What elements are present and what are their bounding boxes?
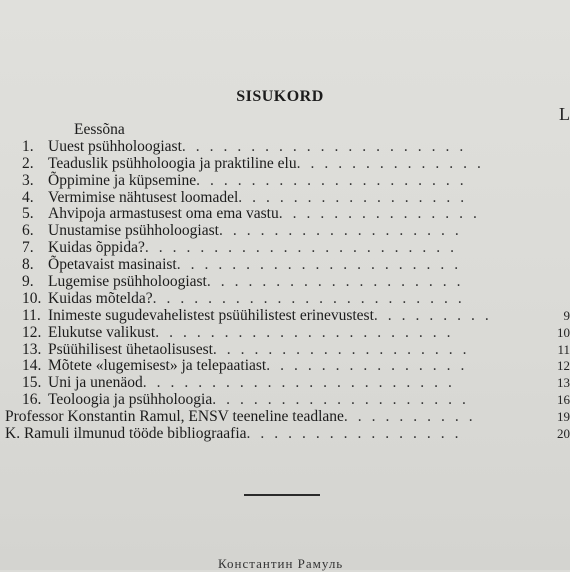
toc-entry-page: 10 (557, 325, 570, 342)
toc-entry (22, 392, 570, 409)
toc-entry-page: 9 (564, 308, 570, 325)
toc-entry-number: 1. (22, 139, 48, 156)
dot-leader: ................... (212, 392, 476, 409)
toc-entry-title: Uni ja unenäod (48, 374, 143, 391)
toc-entry-title: K. Ramuli ilmunud tööde bibliograafia (5, 425, 247, 442)
toc-entry (22, 139, 570, 156)
toc-entry-title: Elukutse valikust (48, 324, 155, 341)
dot-leader: ................... (213, 342, 477, 359)
toc-entry-title: Uuest psühholoogiast (48, 138, 182, 155)
dot-leader: ...................... (155, 325, 460, 342)
toc-entry (22, 122, 570, 139)
toc-entry (22, 342, 570, 359)
toc-entry (22, 206, 570, 223)
toc-entry (22, 308, 570, 325)
dot-leader: ....................... (153, 291, 472, 308)
toc-entry-number: 6. (22, 223, 48, 240)
toc-entry-title: Teaduslik psühholoogia ja praktiline elu (48, 155, 297, 172)
dot-leader: ..................... (182, 139, 473, 156)
toc-entry (22, 325, 570, 342)
toc-entry-title: Lugemise psühholoogiast (48, 273, 207, 290)
page-title: SISUKORD (0, 88, 570, 106)
toc-entry (22, 240, 570, 257)
dot-leader: ............... (279, 206, 487, 223)
toc-entry-title: Inimeste sugudevahelistest psüühilistest erinevustest (48, 307, 374, 324)
toc-entry-number: 14. (22, 358, 48, 375)
toc-entry-number: 15. (22, 375, 48, 392)
toc-entry-title: Psüühilisest ühetaolisusest (48, 341, 213, 358)
toc-entry (22, 257, 570, 274)
toc-entry-title: Mõtete «lugemisest» ja telepaatiast (48, 357, 266, 374)
toc-entry-page: 13 (557, 375, 570, 392)
divider-rule (244, 494, 320, 496)
toc-entry-page: 11 (557, 342, 570, 359)
toc-entry-title: Vermimise nähtusest loomadel (48, 189, 238, 206)
toc-entry (22, 223, 570, 240)
toc-entry-number: 3. (22, 173, 48, 190)
toc-entry-number: 10. (22, 291, 48, 308)
dot-leader: .......... (344, 409, 483, 426)
dot-leader: ..................... (177, 257, 468, 274)
toc-entry-title: Unustamise psühholoogiast (48, 222, 219, 239)
toc-entry (5, 409, 570, 426)
toc-entry (22, 375, 570, 392)
toc-entry-title: Professor Konstantin Ramul, ENSV teeneline teadlane (5, 408, 344, 425)
toc-entry-title: Õpetavaist masinaist (48, 256, 177, 273)
toc-entry-number: 13. (22, 342, 48, 359)
toc-entry-number: 7. (22, 240, 48, 257)
toc-entry-number: 5. (22, 206, 48, 223)
toc-entry-title: Ahvipoja armastusest oma ema vastu (48, 205, 279, 222)
toc-entry-number: 11. (22, 308, 48, 325)
corner-mark: L (559, 104, 570, 125)
toc-entry-number: 16. (22, 392, 48, 409)
dot-leader: ................ (247, 426, 469, 443)
dot-leader: ....................... (145, 240, 464, 257)
footer-text: Константин Рамуль (218, 556, 343, 572)
dot-leader: ....................... (143, 375, 462, 392)
toc-entry-title: Teoloogia ja psühholoogia (48, 391, 212, 408)
toc-entry-number: 4. (22, 190, 48, 207)
toc-entry (22, 156, 570, 173)
toc-entry-title: Eessõna (48, 121, 125, 138)
toc-entry-title: Kuidas mõtelda? (48, 290, 153, 307)
toc-entry-number: 2. (22, 156, 48, 173)
toc-entry-page: 12 (557, 358, 570, 375)
dot-leader: .................. (219, 223, 469, 240)
toc-entry (22, 291, 570, 308)
dot-leader: ............... (266, 358, 474, 375)
dot-leader: .............. (297, 156, 491, 173)
toc-entry-number: 9. (22, 274, 48, 291)
dot-leader: ................. (238, 190, 474, 207)
toc-entry-page: 16 (557, 392, 570, 409)
dot-leader: .................... (196, 173, 474, 190)
toc-entry-number: 12. (22, 325, 48, 342)
toc-entry (22, 274, 570, 291)
dot-leader: ................... (207, 274, 471, 291)
toc-entry (22, 358, 570, 375)
toc-entry (22, 173, 570, 190)
toc-entry-page: 20 (557, 426, 570, 443)
toc-entry (22, 190, 570, 207)
toc-entry-page: 19 (557, 409, 570, 426)
table-of-contents (22, 122, 570, 443)
toc-entry-number: 8. (22, 257, 48, 274)
dot-leader: ......... (374, 308, 499, 325)
toc-entry-title: Õppimine ja küpsemine (48, 172, 196, 189)
toc-entry (5, 426, 570, 443)
toc-entry-title: Kuidas õppida? (48, 239, 145, 256)
